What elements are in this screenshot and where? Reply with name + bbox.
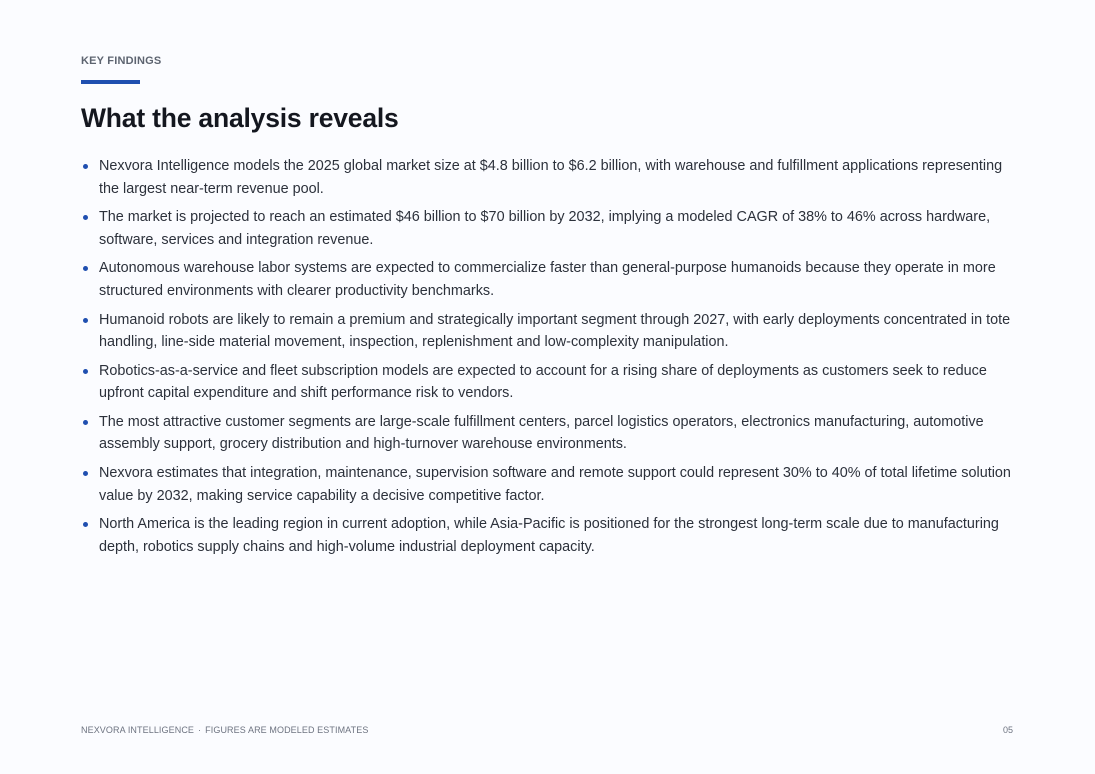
finding-text: The most attractive customer segments are large-scale fulfillment centers, parcel logistics operators, electronics manufacturing, automotive assembly support, grocery distribution and high-turnover warehouse environments. (99, 413, 984, 453)
accent-bar (81, 80, 140, 84)
bullet-icon (83, 318, 88, 323)
footer-brand: NEXVORA INTELLIGENCE (81, 725, 195, 735)
finding-item (81, 360, 1011, 405)
finding-item (81, 206, 1011, 251)
section-eyebrow: KEY FINDINGS (81, 55, 162, 67)
finding-text: Nexvora estimates that integration, maintenance, supervision software and remote support could represent 30% to 40% of total lifetime solution value by 2032, making service capability a decisive competitive factor. (99, 465, 1011, 504)
finding-text: Humanoid robots are likely to remain a premium and strategically important segment through 2027, with early deployments concentrated in tote handling, line-side material movement, inspection, replenishment and low-complexity manipulation. (99, 311, 1011, 351)
footer-left (81, 725, 368, 735)
finding-item (81, 411, 1011, 456)
finding-item (81, 513, 1011, 558)
finding-item (81, 257, 1011, 302)
bullet-icon (83, 369, 88, 374)
finding-item (81, 309, 1011, 354)
finding-text: Robotics-as-a-service and fleet subscription models are expected to account for a rising share of deployments as customers seek to reduce upfront capital expenditure and shift performance risk to vendors. (99, 362, 987, 402)
page-number: 05 (1002, 725, 1013, 735)
page-title: What the analysis reveals (81, 103, 399, 133)
bullet-icon (83, 420, 88, 425)
finding-text: The market is projected to reach an estimated $46 billion to $70 billion by 2032, implying a modeled CAGR of 38% to 46% across hardware, software, services and integration revenue. (99, 209, 991, 248)
bullet-icon (83, 266, 88, 271)
finding-item (81, 155, 1011, 200)
bullet-icon (83, 215, 88, 220)
bullet-icon (83, 164, 88, 169)
footer-note: FIGURES ARE MODELED ESTIMATES (205, 725, 369, 735)
bullet-icon (83, 471, 88, 476)
bullet-icon (83, 522, 88, 527)
finding-text: North America is the leading region in current adoption, while Asia-Pacific is positioned for the strongest long-term scale due to manufacturing depth, robotics supply chains and high-volume industrial deployment capacity. (99, 516, 999, 555)
finding-text: Autonomous warehouse labor systems are expected to commercialize faster than general-purpose humanoids because they operate in more structured environments with clearer productivity benchmarks. (99, 260, 996, 299)
findings-list (81, 155, 1011, 565)
finding-item (81, 462, 1011, 507)
footer-separator: · (198, 725, 202, 735)
finding-text: Nexvora Intelligence models the 2025 global market size at $4.8 billion to $6.2 billion, with warehouse and fulfillment applications representing the largest near-term revenue pool. (99, 158, 1003, 197)
